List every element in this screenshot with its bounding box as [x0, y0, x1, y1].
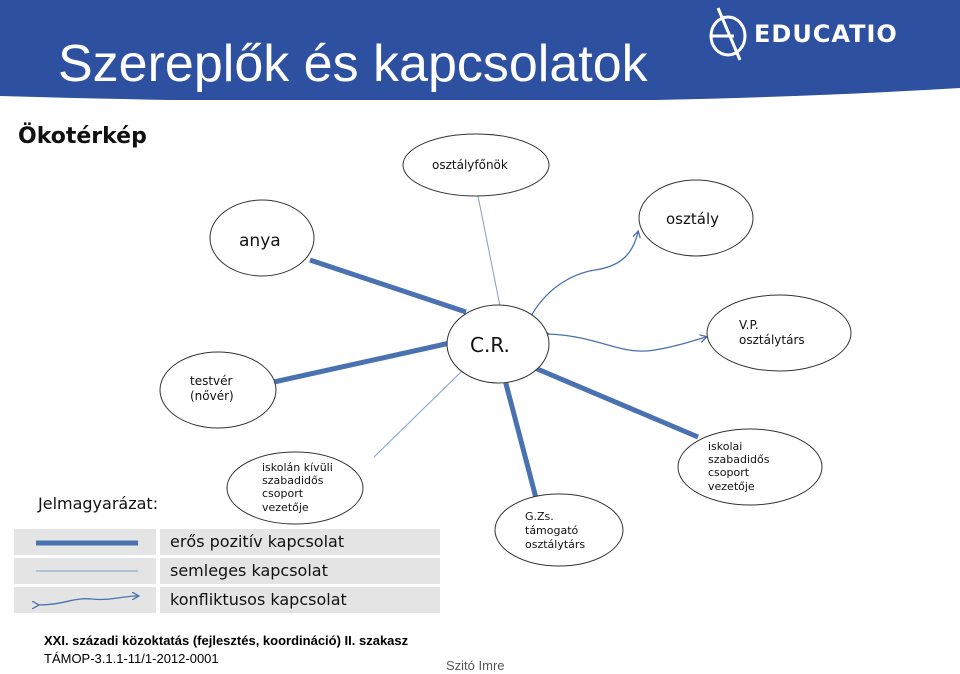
legend-title: Jelmagyarázat:: [38, 494, 159, 513]
node-label-osztaly: osztály: [666, 210, 719, 228]
node-label-anya: anya: [239, 231, 281, 251]
node-label-gzs: G.Zs. támogató osztálytárs: [525, 510, 586, 551]
edge-center-osztalyfonok: [478, 196, 500, 306]
neutral-line-swatch: [14, 558, 156, 584]
legend-label: erős pozitív kapcsolat: [170, 532, 345, 551]
legend-item: [14, 558, 440, 584]
edge-center-anya: [310, 260, 466, 312]
edge-center-iskolai: [535, 368, 698, 437]
author-name: Szitó Imre: [446, 658, 505, 673]
node-label-vp: V.P. osztálytárs: [739, 318, 805, 347]
node-label-center: C.R.: [470, 333, 510, 357]
edge-center-gzs: [505, 380, 536, 498]
strong-line-swatch: [14, 529, 156, 555]
node-label-testver: testvér (nővér): [190, 374, 234, 403]
edge-center-vp: [548, 334, 706, 351]
legend-item: [14, 587, 440, 613]
edge-center-testver: [274, 343, 450, 382]
legend-label: konfliktusos kapcsolat: [170, 590, 347, 609]
diagram-title: Ökotérkép: [18, 124, 147, 149]
slide-title: Szereplők és kapcsolatok: [58, 35, 648, 93]
legend-item: [14, 529, 440, 555]
logo-text: EDUCATIO: [754, 20, 898, 48]
legend: [14, 529, 440, 616]
edge-center-osztaly: [530, 232, 638, 318]
conflict-arrow-swatch: [14, 587, 156, 613]
legend-label: semleges kapcsolat: [170, 561, 328, 580]
node-label-osztalyfonok: osztályfőnök: [432, 158, 508, 172]
edge-center-iskolan-kivuli: [374, 370, 463, 457]
node-label-iskolai: iskolai szabadidős csoport vezetője: [708, 440, 770, 493]
footer-code: TÁMOP-3.1.1-11/1-2012-0001: [44, 651, 219, 666]
node-label-iskolan-kivuli: iskolán kívüli szabadidős csoport vezetője: [262, 461, 333, 514]
footer-program: XXI. századi közoktatás (fejlesztés, koordináció) II. szakasz: [44, 633, 409, 648]
